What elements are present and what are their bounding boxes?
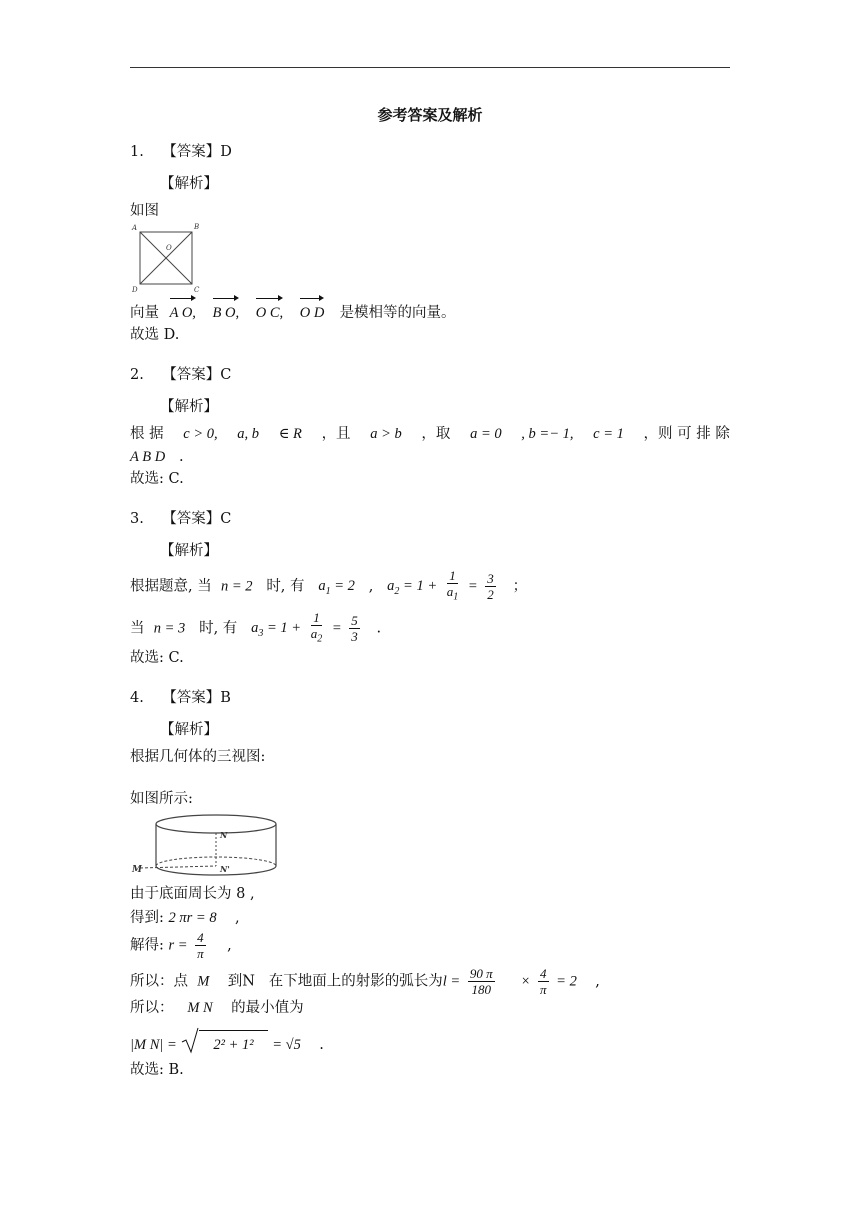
q2-choose: 故选: C. — [130, 471, 184, 487]
q4-l6-to: 到N — [227, 973, 255, 990]
q4-line-7 — [130, 999, 304, 1017]
q4-l6-mid: 在下地面上的射影的弧长为 — [268, 973, 443, 990]
q3-frac-3-den-sub: 2 — [317, 633, 323, 645]
q4-choose: 故选: B. — [130, 1062, 184, 1078]
q2-dot: . — [179, 449, 184, 465]
q3-frac-4 — [349, 613, 360, 644]
q3-frac-3-den — [309, 626, 325, 647]
q1-fig-intro: 如图 — [130, 203, 159, 219]
q2-ab: a, b — [237, 426, 260, 442]
q2-p1: 根 据 — [130, 426, 164, 442]
q4-l6-eq: = 2 — [556, 973, 577, 990]
q4-analysis-label: 【解析】 — [160, 722, 218, 738]
q2-b1: , b =− 1, — [521, 426, 574, 442]
q3-a2: a — [387, 578, 395, 595]
q4-frac-r-den: π — [197, 946, 204, 961]
q1-choose: 故选 D. — [130, 327, 180, 343]
q4-sqrt-radicand: 2² + 1² — [199, 1030, 267, 1057]
q4-l6-end: , — [595, 973, 600, 990]
q3-number: 3. — [130, 511, 144, 527]
q2-condition-line — [130, 425, 730, 443]
q3-frac-4-num: 5 — [351, 612, 358, 628]
q3-l1-end: ； — [512, 578, 528, 595]
q3-a1-sub: 1 — [325, 586, 331, 598]
q3-line-1 — [130, 568, 527, 608]
q4-line-6 — [130, 966, 600, 997]
q2-number: 2. — [130, 367, 144, 383]
q4-l6-times: × — [520, 973, 531, 990]
q4-frac-arc-den: 180 — [471, 982, 491, 997]
q4-frac-arc-num: 90 π — [469, 966, 493, 981]
q4-line-5 — [130, 930, 232, 961]
q1-vec-prefix: 向量 — [130, 305, 159, 321]
q3-a2-expr — [387, 578, 438, 598]
label-d: D — [132, 286, 138, 294]
q3-l2-n: n = 3 — [153, 620, 186, 637]
q4-frac-4pi-den: π — [540, 982, 547, 997]
q3-frac-2 — [485, 571, 496, 602]
q3-l1-mid: 时, 有 — [266, 578, 305, 595]
q1-vec-suffix: 是模相等的向量。 — [339, 305, 456, 321]
q3-frac-3-num: 1 — [313, 610, 320, 625]
q3-frac-1-den-sub: 1 — [453, 591, 459, 603]
q4-l8-lhs: |M N| = — [130, 1037, 177, 1053]
q4-sqrt — [181, 1030, 267, 1057]
q3-frac-3-den-a: a — [310, 626, 318, 641]
q3-l1-comma: , — [368, 578, 374, 595]
q2-take: ，取 — [421, 426, 451, 442]
page-title: 参考答案及解析 — [377, 106, 483, 124]
q4-frac-4pi — [538, 966, 549, 997]
q3-a3-sub: 3 — [258, 628, 264, 640]
sqrt-sign-icon — [181, 1026, 199, 1054]
q2-a-gt-b: a > b — [370, 426, 402, 442]
label-o: O — [166, 244, 172, 252]
cylinder-diagram — [130, 810, 290, 882]
q3-l2-end: . — [376, 620, 382, 637]
q2-analysis-label: 【解析】 — [160, 399, 218, 415]
q3-a2-sub: 2 — [394, 586, 400, 598]
q2-then: ，则 可 排 除 — [643, 426, 730, 442]
label-m: M — [132, 865, 142, 875]
q3-answer: 【答案】C — [162, 511, 232, 527]
q4-frac-4pi-num: 4 — [540, 966, 547, 981]
q2-answer-line — [130, 366, 231, 384]
header-rule — [130, 67, 730, 68]
q4-line-3: 由于底面周长为 8 , — [130, 886, 255, 902]
q3-a1-eq: = 2 — [334, 578, 355, 595]
vector-oc: O C, — [256, 301, 283, 322]
q3-l1-eq: = — [467, 578, 478, 595]
square-diagram — [130, 222, 210, 294]
q3-frac-2-den: 2 — [487, 586, 494, 602]
q1-answer: 【答案】D — [162, 144, 232, 160]
q4-line-2: 如图所示: — [130, 791, 193, 807]
q3-frac-1 — [445, 568, 461, 605]
q1-analysis-label: 【解析】 — [160, 176, 218, 192]
q4-answer: 【答案】B — [162, 690, 231, 706]
q3-a3-expr — [251, 620, 302, 640]
q4-l7-mn: M N — [187, 1000, 213, 1016]
q2-c-cond: c > 0, — [183, 426, 218, 442]
q3-choose: 故选: C. — [130, 650, 184, 666]
q4-l4-eq: 2 πr = 8 — [168, 910, 217, 926]
q4-l8-eq: = √5 — [272, 1037, 301, 1053]
q3-frac-3 — [309, 610, 325, 647]
q4-l6-pre: 所以：点 — [130, 973, 188, 990]
q4-line-8 — [130, 1030, 324, 1057]
q4-l4-end: , — [235, 910, 240, 926]
q3-l1-n: n = 2 — [220, 578, 253, 595]
q2-and: ，且 — [321, 426, 351, 442]
q4-number: 4. — [130, 690, 144, 706]
label-a: A — [132, 224, 138, 232]
q3-frac-1-den — [445, 584, 461, 605]
q3-line-2 — [130, 610, 381, 650]
q3-answer-line — [130, 510, 231, 528]
q4-frac-arc — [468, 966, 495, 997]
q4-l5-pre: 解得: — [130, 937, 164, 954]
label-n-prime: N' — [220, 864, 230, 874]
q4-l7-pre: 所以： — [130, 1000, 174, 1016]
q4-frac-r — [195, 930, 206, 961]
q4-l4-pre: 得到: — [130, 910, 164, 926]
q3-l2-eq: = — [331, 620, 342, 637]
q2-answer: 【答案】C — [162, 367, 232, 383]
q3-l2-pre: 当 — [130, 620, 145, 637]
q3-frac-1-den-a: a — [446, 584, 454, 599]
q3-l1-pre: 根据题意, 当 — [130, 578, 212, 595]
q4-l8-end: . — [319, 1037, 324, 1053]
q4-line-1: 根据几何体的三视图: — [130, 749, 266, 765]
q3-frac-4-den: 3 — [351, 628, 358, 644]
label-b: B — [194, 223, 200, 231]
q4-l6-l: l = — [442, 973, 461, 990]
q3-a2-eq: = 1 + — [403, 578, 438, 595]
q1-number: 1. — [130, 144, 144, 160]
q4-l7-end: 的最小值为 — [231, 1000, 304, 1016]
q2-abd: A B D — [130, 449, 166, 465]
q4-l5-end: , — [227, 937, 232, 954]
q4-frac-r-num: 4 — [197, 930, 204, 945]
label-c: C — [194, 286, 200, 294]
q4-l6-m: M — [197, 973, 210, 990]
label-n: N — [220, 830, 228, 840]
q2-c1: c = 1 — [593, 426, 624, 442]
q4-answer-line — [130, 689, 231, 707]
vector-ao: A O, — [170, 301, 196, 322]
q3-frac-2-num: 3 — [487, 570, 494, 586]
q3-a1-expr — [318, 578, 355, 598]
q2-in-r: ∈ R — [278, 426, 302, 442]
vector-od: O D — [300, 301, 325, 322]
q3-a3: a — [251, 620, 259, 637]
q4-l5-r: r = — [168, 937, 188, 954]
q1-vector-line — [130, 301, 456, 322]
q3-frac-1-num: 1 — [449, 568, 456, 583]
q4-line-4 — [130, 909, 240, 927]
q2-options-line — [130, 448, 184, 466]
q3-a3-eq: = 1 + — [267, 620, 302, 637]
vector-bo: B O, — [213, 301, 240, 322]
q3-analysis-label: 【解析】 — [160, 543, 218, 559]
q3-a1: a — [318, 578, 326, 595]
q3-l2-mid: 时, 有 — [199, 620, 238, 637]
q2-a0: a = 0 — [470, 426, 502, 442]
q1-answer-line — [130, 143, 232, 161]
